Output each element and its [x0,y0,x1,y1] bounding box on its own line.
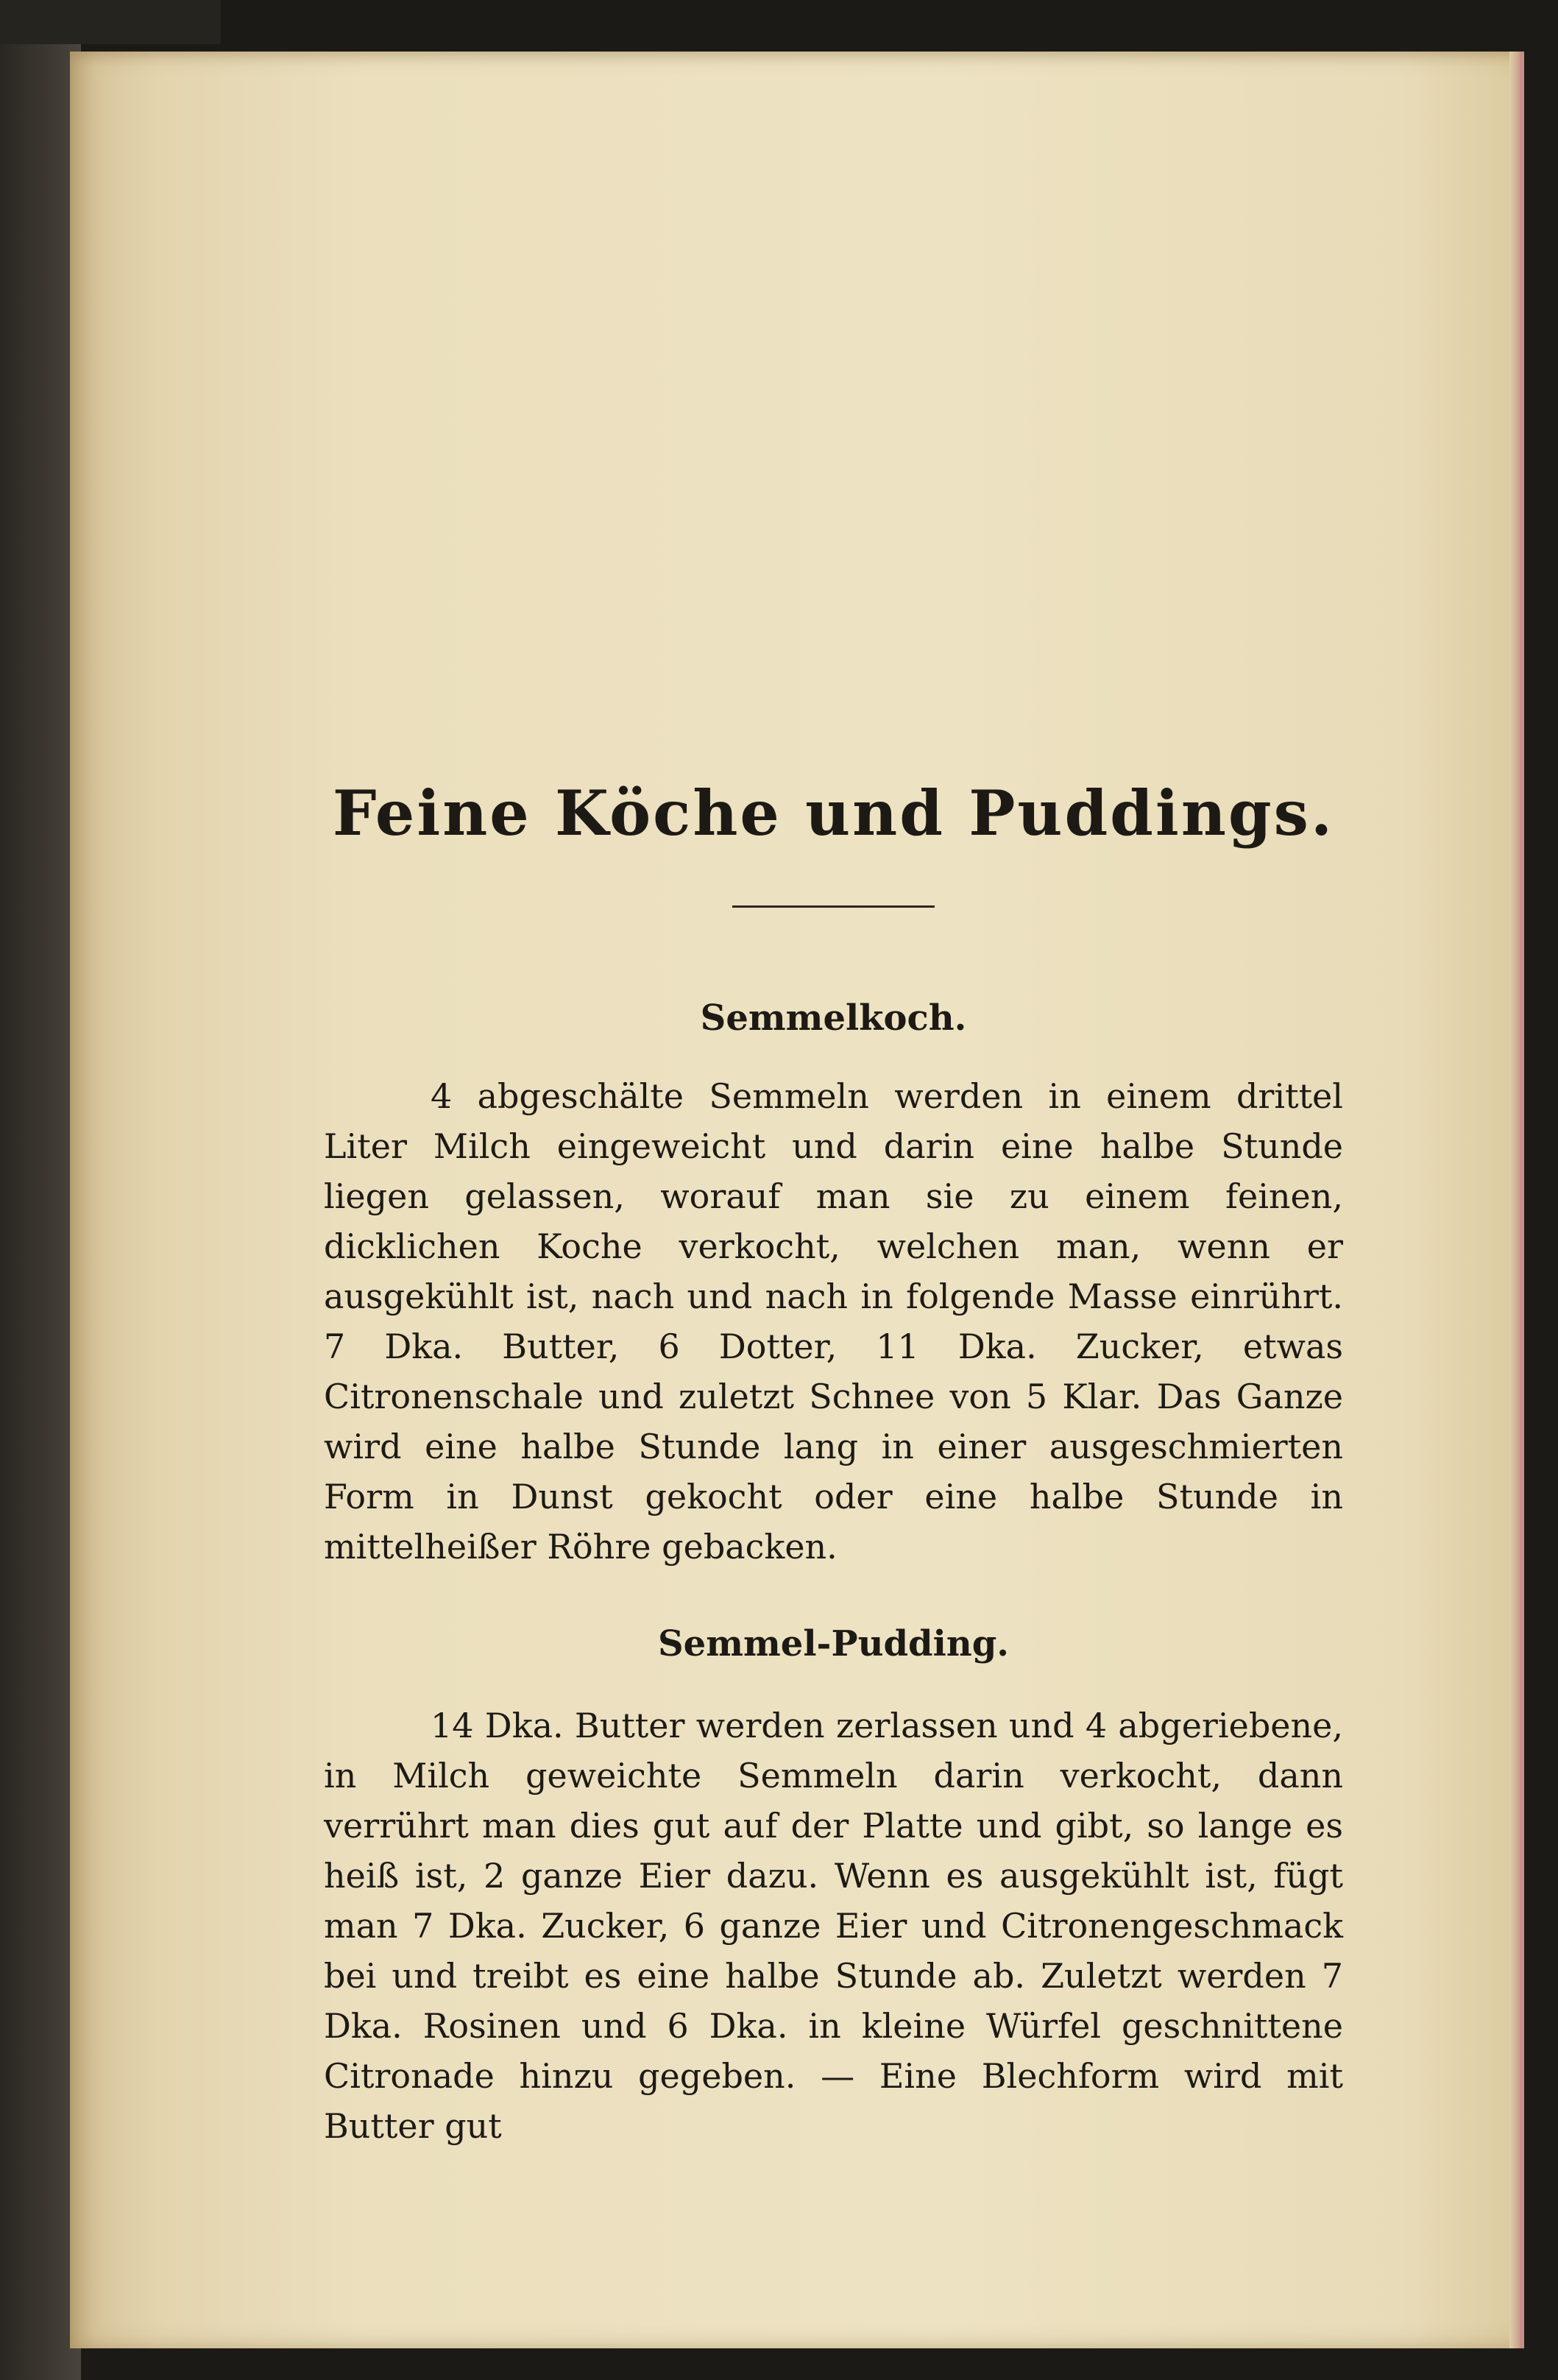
book-page [70,52,1524,2348]
recipe-title-semmelkoch: Semmelkoch. [700,997,967,1039]
recipe-text-semmelkoch: 4 abgeschälte Semmeln werden in einem drittel Liter Milch eingeweicht und darin eine halbe Stunde liegen gelassen, worauf man sie zu einem feinen, dicklichen Koche verkocht, welchen man, wenn er ausgekühlt ist, nach und nach in folgende Masse einrührt. 7 Dka. Butter, 6 Dotter, 11 Dka. Zucker, etwas Citronenschale und zuletzt Schnee von 5 Klar. Das Ganze wird eine halbe Stunde lang in einer ausgeschmierten Form in Dunst gekocht oder eine halbe Stunde in mittelheißer Röhre gebacken. [324,1076,1343,1567]
title-divider [732,905,935,908]
recipe-title-semmel-pudding: Semmel-Pudding. [658,1623,1009,1664]
chapter-title: Feine Köche und Puddings. [332,777,1335,850]
book-cover-top [0,0,221,44]
page-edge [1509,52,1520,2348]
book-cover-edge [0,0,81,2380]
recipe-text-semmel-pudding: 14 Dka. Butter werden zerlassen und 4 abgeriebene, in Milch geweichte Semmeln darin verkocht, dann verrührt man dies gut auf der Platte und gibt, so lange es heiß ist, 2 ganze Eier dazu. Wenn es ausgekühlt ist, fügt man 7 Dka. Zucker, 6 ganze Eier und Citronengeschmack bei und treibt es eine halbe Stunde ab. Zuletzt werden 7 Dka. Rosinen und 6 Dka. in kleine Würfel geschnittene Citronade hinzu gegeben. — Eine Blechform wird mit Butter gut [324,1706,1343,2146]
